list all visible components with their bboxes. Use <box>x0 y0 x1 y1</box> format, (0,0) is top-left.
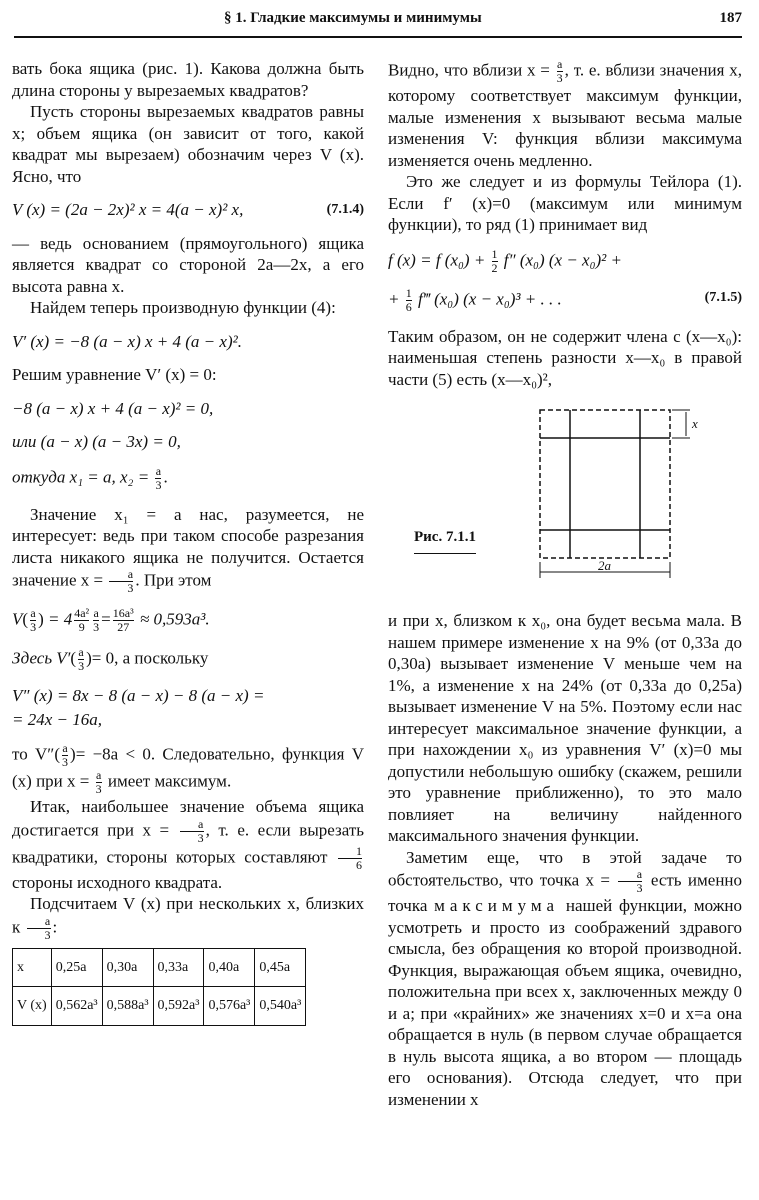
fraction: $\frac{a}{3}$ <box>155 463 162 492</box>
paragraph: Подсчитаем V (x) при нескольких x, близких к $\frac{a}{3}$ : <box>12 894 364 942</box>
equation-number: (7.1.4) <box>326 202 364 217</box>
box-net-diagram <box>528 402 728 587</box>
fold-square <box>570 438 640 530</box>
formula-factored: или (a − x) (a − 3x) = 0, <box>12 432 181 451</box>
2a-label: 2a <box>598 558 611 573</box>
formula-roots: откуда x₁ = a, x₂ = $\frac{a}{3}$ . <box>12 463 168 492</box>
values-table <box>12 948 306 1026</box>
figure-7-1-1 <box>388 402 742 602</box>
running-header <box>14 4 742 38</box>
formula-taylor-line2: + $\frac{1}{6}$ f‴ (x₀) (x − x₀)³ + . . . (7.1.5) <box>388 285 742 314</box>
paragraph: Значение x₁ = a нас, разумеется, не интересует: ведь при таком способе разрезания листа никакого ящика не получится. Остается значение x = $\frac{a}{3}$ . При этом <box>12 504 364 595</box>
x-label: x <box>692 416 698 431</box>
paragraph: — ведь основанием (прямоугольного) ящика является квадрат со стороной 2a—2x, а его высота равна x. <box>12 233 364 296</box>
section-title: § 1. Гладкие максимумы и минимумы <box>224 10 482 26</box>
formula-max-value: V( $\frac{a}{3}$ ) = 4 $\frac{\text{4a²}}{9}$ $\frac{a}{3}$ = $\frac{\text{16a³}}{27}$ ≈ 0,593a³. <box>12 606 210 634</box>
formula-second-derivative: V″ (x) = 8x − 8 (a − x) − 8 (a − x) = <box>12 686 265 705</box>
formula-taylor-line1: f (x) = f (x₀) + $\frac{1}{2}$ f″ (x₀) (x − x₀)² + <box>388 246 622 275</box>
table-row: x 0,25a 0,30a 0,33a 0,40a 0,45a <box>13 948 306 987</box>
formula-derivative-zero: Здесь V′( $\frac{a}{3}$ )= 0, а поскольку <box>12 645 209 673</box>
paragraph: Итак, наибольшее значение объема ящика достигается при x = $\frac{a}{3}$ , т. е. если вырезать квадратики, стороны которых составляют $\frac{1}{6}$ стороны исходного квадрата. <box>12 797 364 892</box>
paragraph: и при x, близком к x₀, она будет весьма мала. В нашем примере изменение x на 9% (от 0,33a до 0,30a) вызывает изменение V меньше чем на 1%, а изменение x на 24% (от 0,33a до 0,25a) вызывает изменение V на 5%. Поэтому если нас интересует максимальное значение функции, а при нахождении x₀ из уравнения V′ (x)=0 мы допустили небольшую ошибку (скажем, решили это уравнение приближенно), то это мало повлияет на величину найденного максимального значения функции. <box>388 611 742 845</box>
page-number: 187 <box>719 10 742 26</box>
fraction: $\frac{a}{3}$ <box>109 568 133 595</box>
paragraph: то V″( $\frac{a}{3}$ )= −8a < 0. Следовательно, функция V (x) при x = $\frac{a}{3}$ имеет максимум. <box>12 741 365 796</box>
paragraph: Заметим еще, что в этой задаче то обстоятельство, что точка x = $\frac{a}{3}$ есть именно точка максимума нашей функции, можно усмотреть и просто из соображений здравого смысла, без обращения ко второй производной. Функция, выражающая объем ящика, очевидно, положительна при всех x, заключенных между 0 и a; при «крайних» же значениях x=0 и x=a она обращается в нуль (в первом случае обращается в нуль высота ящика, а во втором — площадь его основания). Отсюда следует, что при изменении x <box>388 847 743 1109</box>
paragraph: вать бока ящика (рис. 1). Какова должна быть длина стороны у вырезаемых квадратов? <box>12 59 364 100</box>
left-column <box>12 58 364 1026</box>
table-row: V (x) 0,562a³ 0,588a³ 0,592a³ 0,576a³ 0,540a³ <box>13 987 306 1026</box>
paragraph: Пусть стороны вырезаемых квадратов равны x; объем ящика (он зависит от того, какой квадрат мы вырезаем) обозначим через V (x). Ясно, что <box>12 102 364 186</box>
formula-equation: −8 (a − x) x + 4 (a − x)² = 0, <box>12 398 214 418</box>
formula-second-derivative-cont: = 24x − 16a, <box>12 709 102 729</box>
equation-number: (7.1.5) <box>704 289 742 305</box>
paragraph: Найдем теперь производную функции (4): <box>30 298 336 317</box>
paragraph: Это же следует и из формулы Тейлора (1). Если f′ (x)=0 (максимум или минимум функции), то ряд (1) принимает вид <box>388 172 742 234</box>
outer-square <box>540 410 670 558</box>
formula-derivative: V′ (x) = −8 (a − x) x + 4 (a − x)². <box>12 331 242 351</box>
paragraph: Видно, что вблизи x = $\frac{a}{3}$ , т. е. вблизи значения x, которому соответствует максимум функции, малые изменения x вызывают весьма малые изменения V: функция вблизи максимума изменяется очень медленно. <box>388 57 743 170</box>
figure-caption: Рис. 7.1.1 <box>414 527 476 554</box>
paragraph: Таким образом, он не содержит члена с (x—x₀): наименьшая степень разности x—x₀ в правой части (5) есть (x—x₀)², <box>388 326 742 389</box>
paragraph: Решим уравнение V′ (x) = 0: <box>12 365 217 384</box>
formula-7-1-4: V (x) = (2a − 2x)² x = 4(a − x)² x, (7.1.4) <box>12 200 364 219</box>
right-column <box>388 58 742 1110</box>
